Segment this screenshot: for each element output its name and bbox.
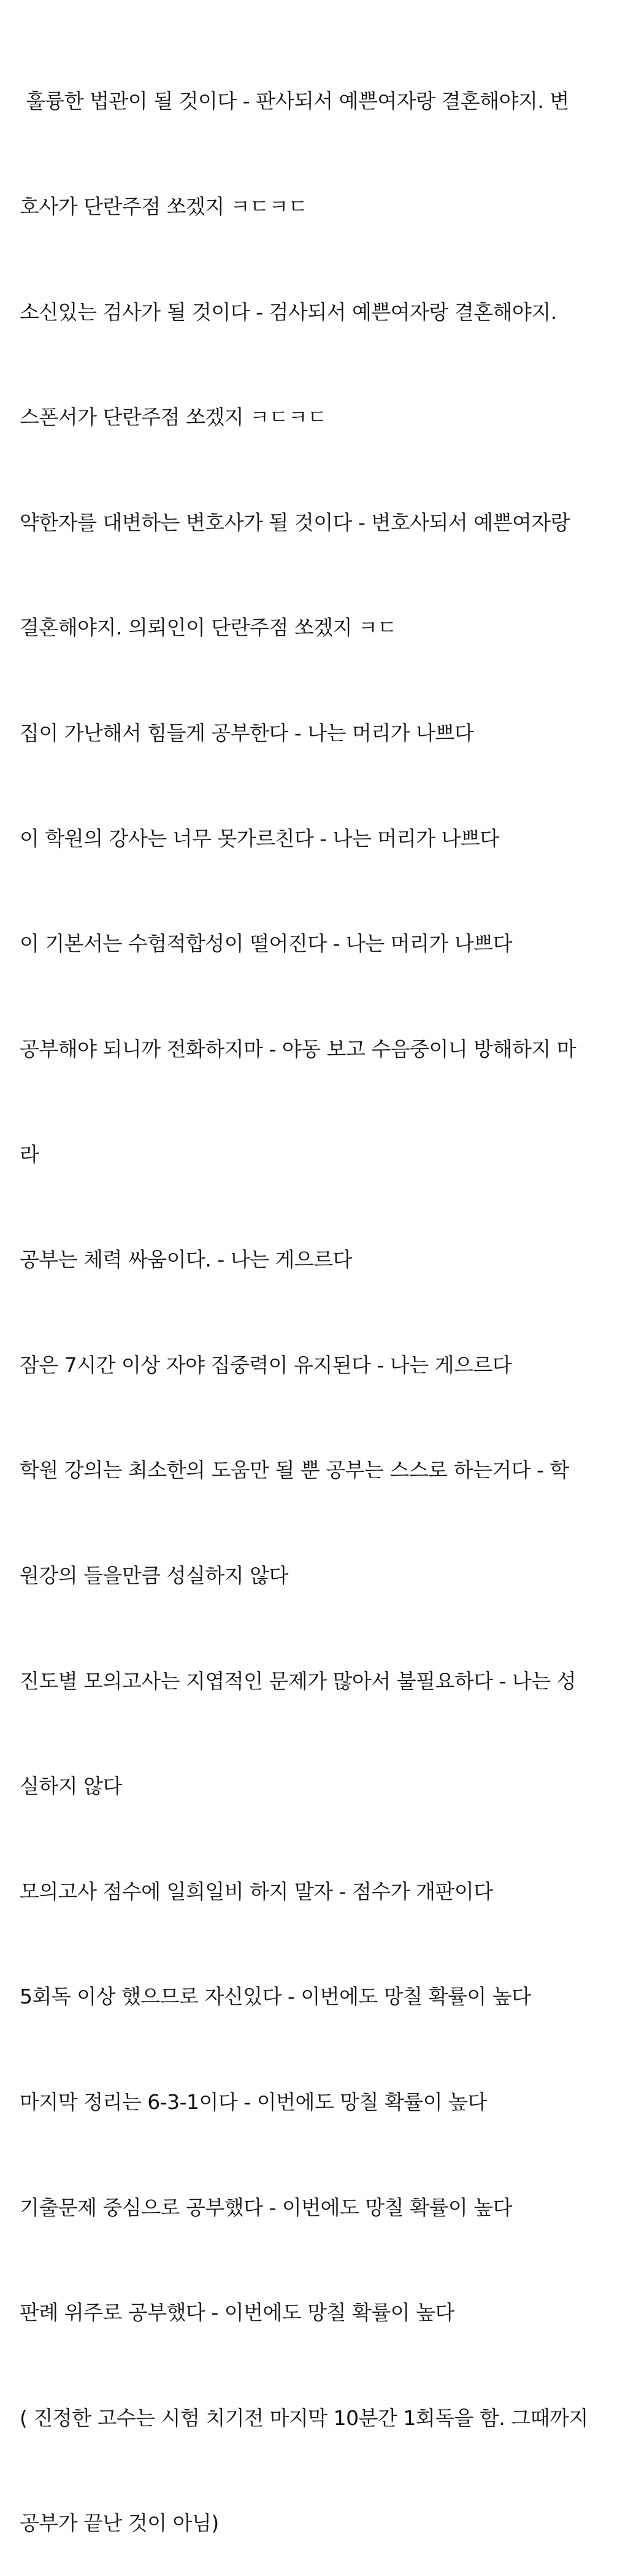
text-line: 5회독 이상 했으므로 자신있다 - 이번에도 망칠 확률이 높다 (20, 1984, 531, 2009)
text-line: 소신있는 검사가 될 것이다 - 검사되서 예쁜여자랑 결혼해야지. (20, 299, 557, 324)
text-line: 공부해야 되니까 전화하지마 - 야동 보고 수음중이니 방해하지 마 (20, 1036, 576, 1061)
text-line: 스폰서가 단란주점 쏘겠지 ㅋㄷㅋㄷ (20, 405, 327, 430)
text-line: 훌륭한 법관이 될 것이다 - 판사되서 예쁜여자랑 결혼해야지. 변 (20, 89, 569, 114)
text-line: 실하지 않다 (20, 1774, 122, 1799)
text-line: 호사가 단란주점 쏘겠지 ㅋㄷㅋㄷ (20, 195, 308, 219)
text-line: 공부는 체력 싸움이다. - 나는 게으르다 (20, 1248, 353, 1272)
text-line: 공부가 끝난 것이 아님) (20, 2511, 219, 2536)
text-line: 학원 강의는 최소한의 도움만 될 뿐 공부는 스스로 하는거다 - 학 (20, 1458, 569, 1483)
text-line: 잠은 7시간 이상 자야 집중력이 유지된다 - 나는 게으르다 (20, 1352, 512, 1377)
text-line: 진도별 모의고사는 지엽적인 문제가 많아서 불필요하다 - 나는 성 (20, 1668, 576, 1693)
text-line: 판례 위주로 공부했다 - 이번에도 망칠 확률이 높다 (20, 2300, 454, 2325)
text-line: 이 기본서는 수험적합성이 떨어진다 - 나는 머리가 나쁘다 (20, 931, 513, 956)
text-line: 이 학원의 강사는 너무 못가르친다 - 나는 머리가 나쁘다 (20, 826, 499, 850)
text-line: 집이 가난해서 힘들게 공부한다 - 나는 머리가 나쁘다 (20, 721, 474, 746)
text-line: 라 (20, 1142, 39, 1167)
text-line: 기출문제 중심으로 공부했다 - 이번에도 망칠 확률이 높다 (20, 2195, 513, 2219)
text-body (20, 13, 615, 2576)
text-line: ( 진정한 고수는 시험 치기전 마지막 10분간 1회독을 함. 그때까지 (20, 2405, 588, 2430)
text-line: 모의고사 점수에 일희일비 하지 말자 - 점수가 개판이다 (20, 1879, 493, 1903)
text-line: 결혼해야지. 의뢰인이 단란주점 쏘겠지 ㅋㄷ (20, 615, 397, 640)
text-line: 약한자를 대변하는 변호사가 될 것이다 - 변호사되서 예쁜여자랑 (20, 510, 570, 534)
text-line: 마지막 정리는 6-3-1이다 - 이번에도 망칠 확률이 높다 (20, 2089, 487, 2114)
text-line: 원강의 들을만큼 성실하지 않다 (20, 1563, 288, 1587)
